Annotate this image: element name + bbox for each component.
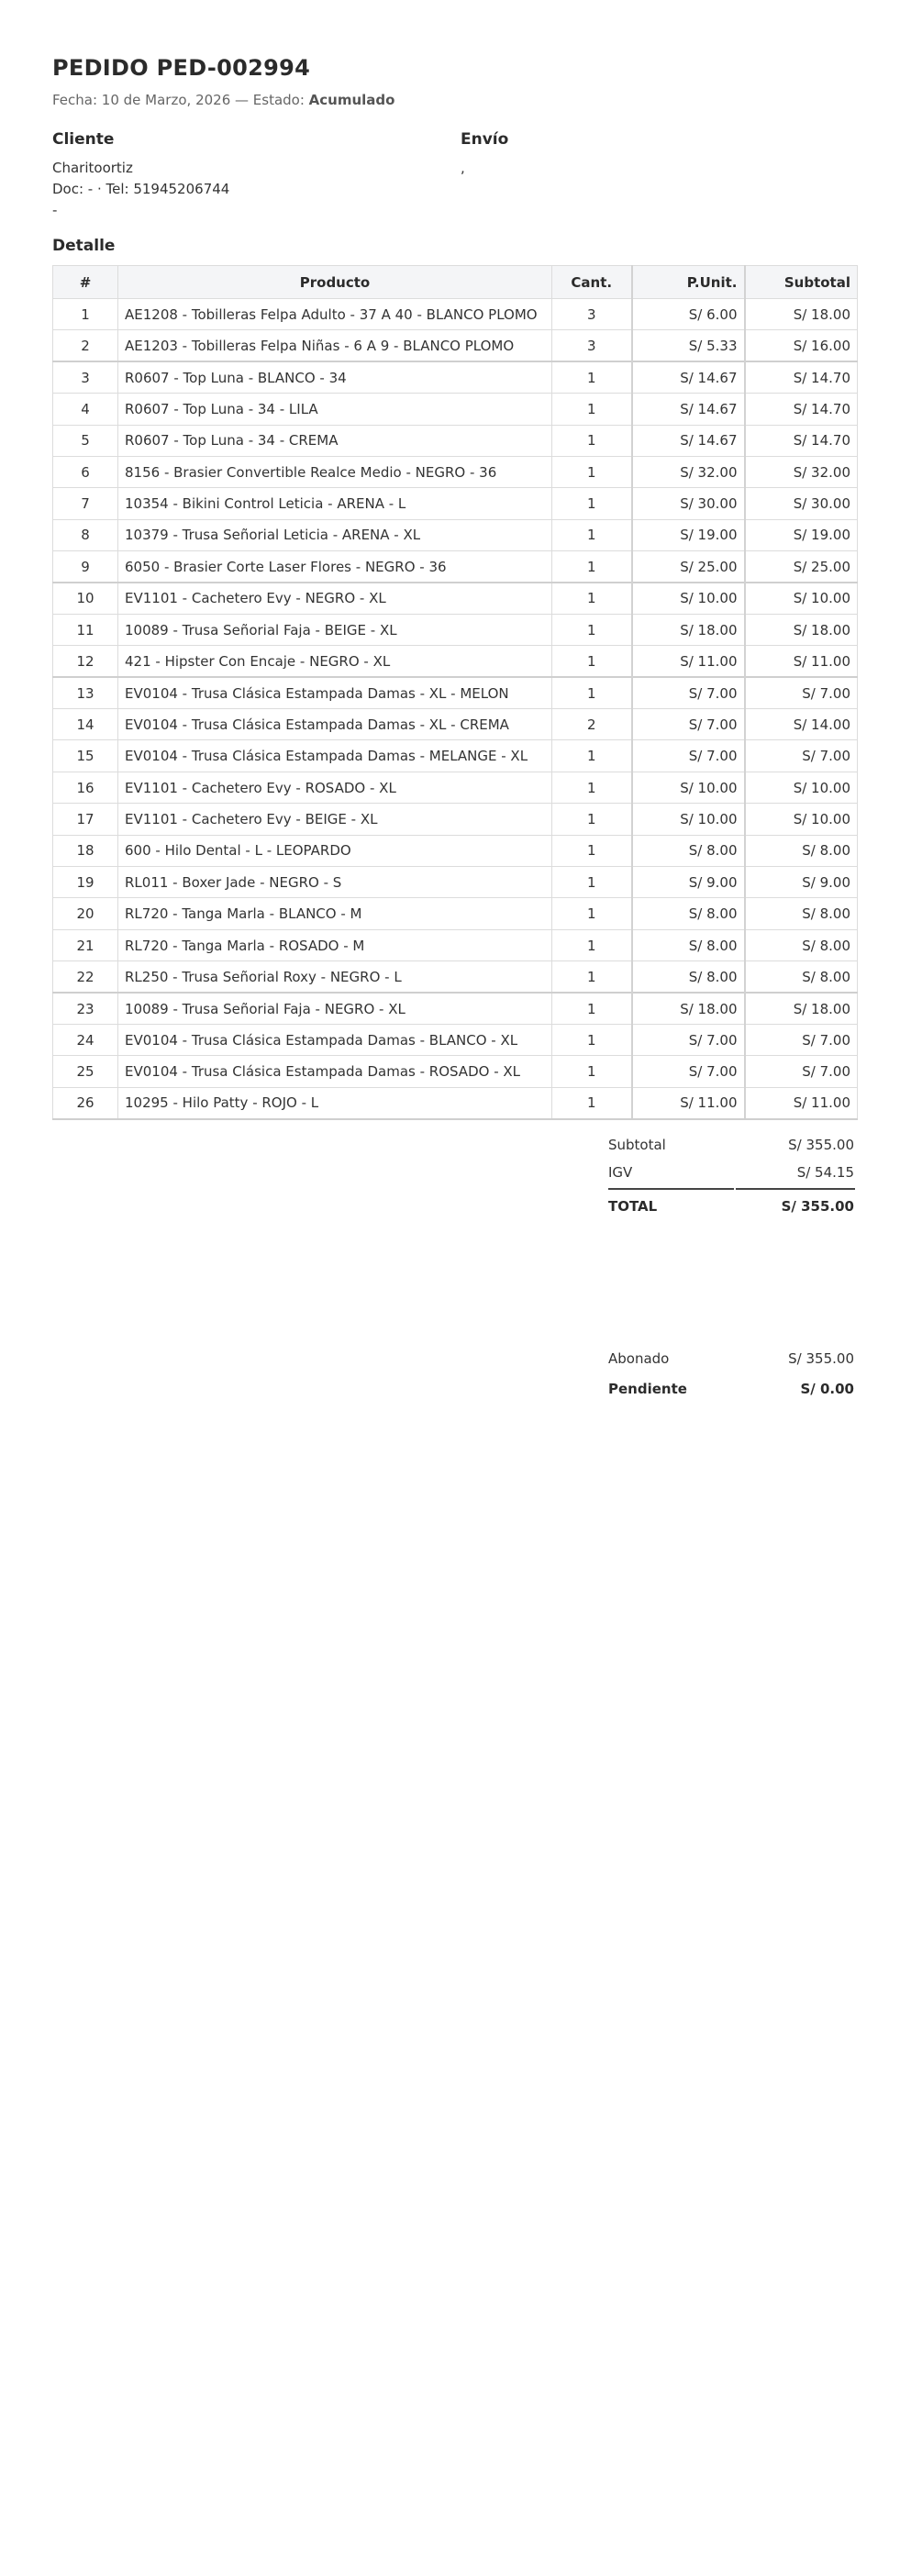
cell-qty: 1 [552,488,632,519]
status-text: Acumulado [308,92,395,108]
cell-unit-price: S/ 10.00 [632,804,745,835]
total-divider-left [608,1188,734,1190]
cell-num: 9 [53,551,118,583]
cell-unit-price: S/ 32.00 [632,456,745,487]
cell-product: RL720 - Tanga Marla - BLANCO - M [118,898,552,929]
cell-qty: 1 [552,1087,632,1118]
cell-unit-price: S/ 11.00 [632,1087,745,1118]
cell-subtotal: S/ 7.00 [745,677,858,708]
items-table [52,265,858,1120]
cell-product: R0607 - Top Luna - 34 - LILA [118,394,552,425]
cell-subtotal: S/ 8.00 [745,898,858,929]
cell-qty: 3 [552,330,632,361]
cell-subtotal: S/ 10.00 [745,804,858,835]
table-row [53,394,858,425]
cell-product: AE1208 - Tobilleras Felpa Adulto - 37 A 40 - BLANCO PLOMO [118,299,552,330]
cell-unit-price: S/ 30.00 [632,488,745,519]
cell-num: 1 [53,299,118,330]
table-row [53,646,858,677]
cell-subtotal: S/ 10.00 [745,772,858,803]
cell-num: 15 [53,740,118,772]
cell-num: 18 [53,835,118,866]
igv-value: S/ 54.15 [796,1164,854,1181]
table-row [53,488,858,519]
table-row [53,1087,858,1118]
cell-qty: 1 [552,1024,632,1055]
table-row [53,425,858,456]
shipping-address: , [461,160,465,176]
cell-subtotal: S/ 16.00 [745,330,858,361]
cell-qty: 3 [552,299,632,330]
cell-unit-price: S/ 7.00 [632,677,745,708]
shipping-heading: Envío [461,130,509,149]
pending-label: Pendiente [608,1381,687,1397]
cell-num: 17 [53,804,118,835]
cell-num: 14 [53,709,118,740]
cell-qty: 1 [552,804,632,835]
cell-unit-price: S/ 8.00 [632,898,745,929]
cell-qty: 1 [552,835,632,866]
table-row [53,835,858,866]
cell-product: 10089 - Trusa Señorial Faja - BEIGE - XL [118,614,552,645]
cell-unit-price: S/ 7.00 [632,740,745,772]
cell-qty: 1 [552,1056,632,1087]
cell-unit-price: S/ 9.00 [632,867,745,898]
cell-unit-price: S/ 10.00 [632,583,745,614]
table-row [53,804,858,835]
cell-subtotal: S/ 14.70 [745,361,858,393]
cell-unit-price: S/ 5.33 [632,330,745,361]
cell-subtotal: S/ 8.00 [745,929,858,960]
cell-unit-price: S/ 19.00 [632,519,745,550]
cell-num: 4 [53,394,118,425]
cell-num: 13 [53,677,118,708]
cell-num: 8 [53,519,118,550]
cell-qty: 1 [552,961,632,993]
table-row [53,1056,858,1087]
paid-label: Abonado [608,1350,670,1367]
cell-unit-price: S/ 25.00 [632,551,745,583]
cell-num: 21 [53,929,118,960]
cell-product: R0607 - Top Luna - 34 - CREMA [118,425,552,456]
cell-subtotal: S/ 7.00 [745,1056,858,1087]
total-value: S/ 355.00 [781,1198,854,1215]
cell-product: 10379 - Trusa Señorial Leticia - ARENA - XL [118,519,552,550]
cell-subtotal: S/ 11.00 [745,1087,858,1118]
cell-num: 26 [53,1087,118,1118]
client-doc: Doc: - · Tel: 51945206744 [52,181,230,197]
col-header-product: Producto [118,266,552,299]
table-row [53,867,858,898]
table-row [53,519,858,550]
table-row [53,677,858,708]
cell-subtotal: S/ 30.00 [745,488,858,519]
cell-product: 6050 - Brasier Corte Laser Flores - NEGRO - 36 [118,551,552,583]
table-row [53,583,858,614]
cell-product: RL720 - Tanga Marla - ROSADO - M [118,929,552,960]
cell-subtotal: S/ 14.00 [745,709,858,740]
cell-num: 25 [53,1056,118,1087]
cell-qty: 1 [552,456,632,487]
table-row [53,898,858,929]
igv-label: IGV [608,1164,633,1181]
cell-subtotal: S/ 19.00 [745,519,858,550]
cell-qty: 1 [552,614,632,645]
cell-num: 7 [53,488,118,519]
table-row [53,456,858,487]
cell-subtotal: S/ 32.00 [745,456,858,487]
cell-product: EV0104 - Trusa Clásica Estampada Damas - BLANCO - XL [118,1024,552,1055]
col-header-qty: Cant. [552,266,632,299]
table-row [53,330,858,361]
cell-unit-price: S/ 18.00 [632,993,745,1024]
cell-qty: 1 [552,993,632,1024]
cell-product: 10089 - Trusa Señorial Faja - NEGRO - XL [118,993,552,1024]
cell-qty: 1 [552,898,632,929]
total-divider-right [736,1188,855,1190]
cell-qty: 1 [552,929,632,960]
table-header-row [53,266,858,299]
cell-qty: 1 [552,583,632,614]
cell-unit-price: S/ 7.00 [632,1024,745,1055]
cell-subtotal: S/ 18.00 [745,993,858,1024]
cell-qty: 1 [552,551,632,583]
cell-num: 24 [53,1024,118,1055]
table-row [53,961,858,993]
cell-product: 10354 - Bikini Control Leticia - ARENA - L [118,488,552,519]
cell-subtotal: S/ 8.00 [745,961,858,993]
cell-num: 20 [53,898,118,929]
table-row [53,929,858,960]
cell-num: 16 [53,772,118,803]
order-meta [52,92,394,108]
table-row [53,1024,858,1055]
table-row [53,614,858,645]
cell-num: 6 [53,456,118,487]
cell-qty: 1 [552,677,632,708]
cell-num: 2 [53,330,118,361]
col-header-subtotal: Subtotal [745,266,858,299]
cell-qty: 1 [552,361,632,393]
cell-qty: 1 [552,772,632,803]
subtotal-value: S/ 355.00 [788,1137,854,1153]
cell-unit-price: S/ 6.00 [632,299,745,330]
cell-product: R0607 - Top Luna - BLANCO - 34 [118,361,552,393]
cell-product: EV0104 - Trusa Clásica Estampada Damas - MELANGE - XL [118,740,552,772]
cell-subtotal: S/ 18.00 [745,614,858,645]
cell-product: EV1101 - Cachetero Evy - NEGRO - XL [118,583,552,614]
cell-unit-price: S/ 14.67 [632,425,745,456]
cell-unit-price: S/ 10.00 [632,772,745,803]
cell-qty: 2 [552,709,632,740]
table-row [53,709,858,740]
cell-unit-price: S/ 8.00 [632,929,745,960]
col-header-unit-price: P.Unit. [632,266,745,299]
cell-product: RL011 - Boxer Jade - NEGRO - S [118,867,552,898]
cell-subtotal: S/ 18.00 [745,299,858,330]
cell-product: EV0104 - Trusa Clásica Estampada Damas - ROSADO - XL [118,1056,552,1087]
cell-subtotal: S/ 14.70 [745,394,858,425]
cell-product: EV1101 - Cachetero Evy - ROSADO - XL [118,772,552,803]
cell-qty: 1 [552,867,632,898]
total-label: TOTAL [608,1198,658,1215]
cell-product: 600 - Hilo Dental - L - LEOPARDO [118,835,552,866]
cell-subtotal: S/ 10.00 [745,583,858,614]
cell-qty: 1 [552,740,632,772]
cell-qty: 1 [552,394,632,425]
client-extra: - [52,202,58,218]
cell-product: EV0104 - Trusa Clásica Estampada Damas - XL - CREMA [118,709,552,740]
detail-heading: Detalle [52,237,116,255]
paid-value: S/ 355.00 [788,1350,854,1367]
table-row [53,551,858,583]
cell-product: 8156 - Brasier Convertible Realce Medio - NEGRO - 36 [118,456,552,487]
table-row [53,299,858,330]
date-text: Fecha: 10 de Marzo, 2026 — Estado: [52,92,309,108]
cell-num: 11 [53,614,118,645]
cell-product: AE1203 - Tobilleras Felpa Niñas - 6 A 9 - BLANCO PLOMO [118,330,552,361]
cell-num: 19 [53,867,118,898]
client-heading: Cliente [52,130,115,149]
table-row [53,740,858,772]
cell-subtotal: S/ 25.00 [745,551,858,583]
cell-product: EV0104 - Trusa Clásica Estampada Damas - XL - MELON [118,677,552,708]
cell-qty: 1 [552,519,632,550]
client-name: Charitoortiz [52,160,133,176]
cell-subtotal: S/ 7.00 [745,1024,858,1055]
cell-unit-price: S/ 14.67 [632,394,745,425]
cell-unit-price: S/ 7.00 [632,1056,745,1087]
cell-subtotal: S/ 11.00 [745,646,858,677]
table-row [53,772,858,803]
subtotal-label: Subtotal [608,1137,666,1153]
cell-num: 5 [53,425,118,456]
cell-num: 3 [53,361,118,393]
cell-qty: 1 [552,425,632,456]
cell-num: 23 [53,993,118,1024]
cell-product: RL250 - Trusa Señorial Roxy - NEGRO - L [118,961,552,993]
cell-unit-price: S/ 14.67 [632,361,745,393]
cell-product: 10295 - Hilo Patty - ROJO - L [118,1087,552,1118]
cell-num: 12 [53,646,118,677]
cell-subtotal: S/ 9.00 [745,867,858,898]
pending-value: S/ 0.00 [800,1381,854,1397]
cell-unit-price: S/ 7.00 [632,709,745,740]
cell-subtotal: S/ 7.00 [745,740,858,772]
cell-product: EV1101 - Cachetero Evy - BEIGE - XL [118,804,552,835]
cell-subtotal: S/ 14.70 [745,425,858,456]
cell-unit-price: S/ 18.00 [632,614,745,645]
page-title: PEDIDO PED-002994 [52,55,311,81]
cell-unit-price: S/ 8.00 [632,835,745,866]
col-header-num: # [53,266,118,299]
cell-num: 10 [53,583,118,614]
table-row [53,361,858,393]
table-row [53,993,858,1024]
cell-subtotal: S/ 8.00 [745,835,858,866]
cell-product: 421 - Hipster Con Encaje - NEGRO - XL [118,646,552,677]
cell-num: 22 [53,961,118,993]
cell-unit-price: S/ 8.00 [632,961,745,993]
cell-qty: 1 [552,646,632,677]
cell-unit-price: S/ 11.00 [632,646,745,677]
